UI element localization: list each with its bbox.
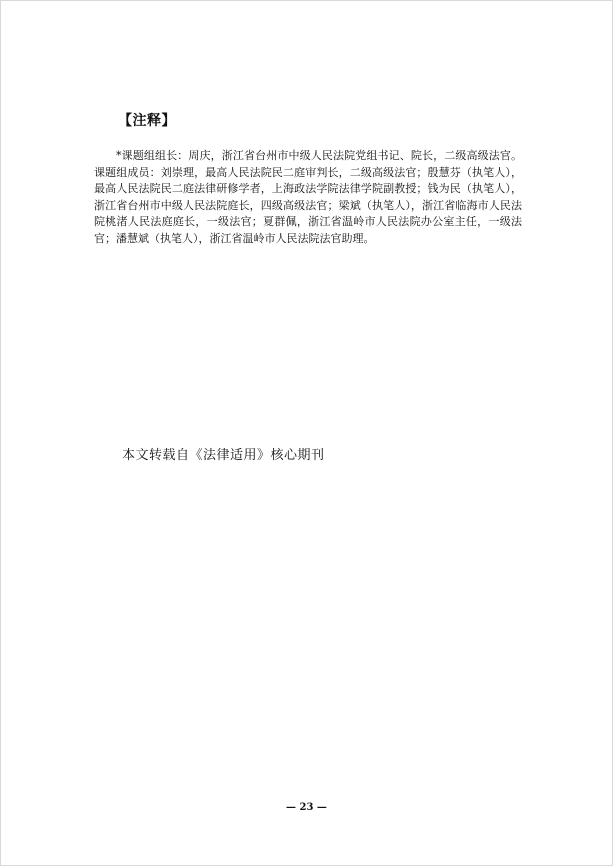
page-number: — 23 — [286, 802, 327, 813]
reprint-note: 本文转载自《法律适用》核心期刊 [122, 448, 325, 463]
notes-body: *课题组组长：周庆，浙江省台州市中级人民法院党组书记、院长，二级高级法官。课题组成员：刘崇理，最高人民法院民二庭审判长，二级高级法官；殷慧芬（执笔人），最高人民法院民二庭法律研修学者，上海政法学院法律学院副教授；钱为民（执笔人），浙江省台州市中级人民法院庭长，四级高级法官；梁斌（执笔人），浙江省临海市人民法院桃渚人民法庭庭长，一级法官；夏群佩，浙江省温岭市人民法院办公室主任，一级法官；潘慧斌（执笔人），浙江省温岭市人民法院法官助理。 [94, 149, 522, 245]
notes-heading: 【注释】 [118, 113, 176, 129]
